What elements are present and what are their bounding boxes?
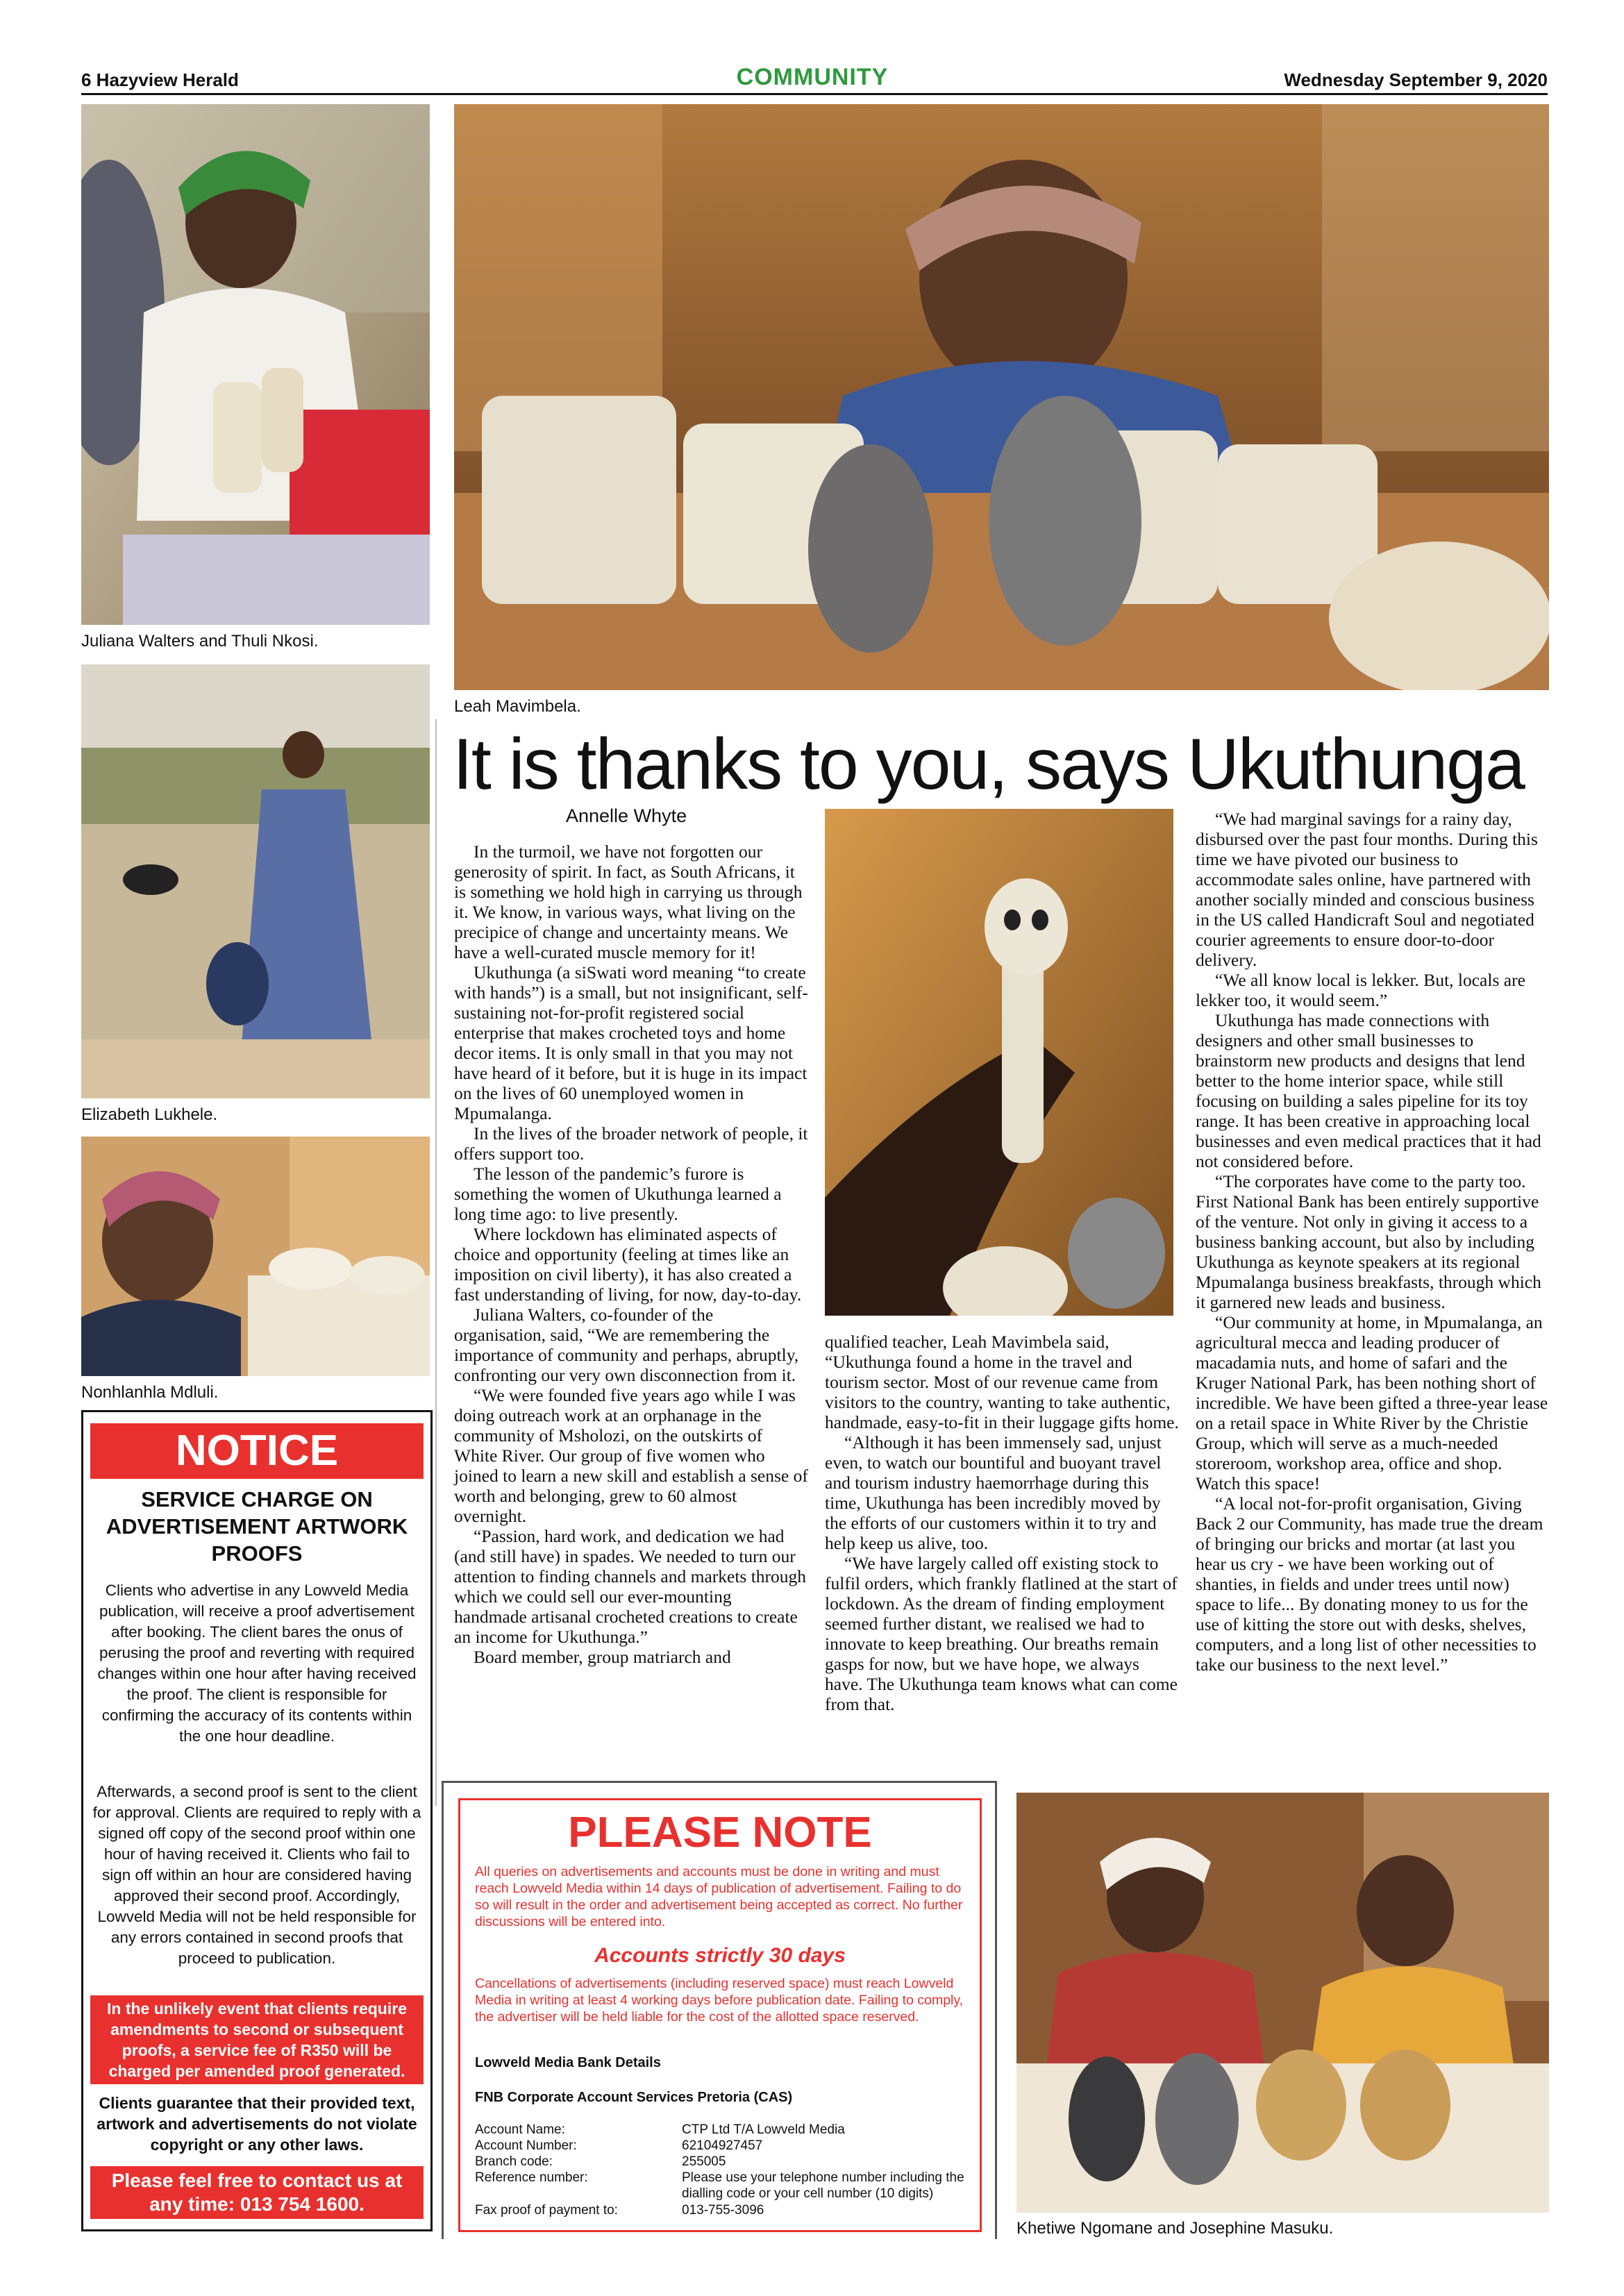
paragraph: “A local not-for-profit organisation, Giving Back 2 our Community, has made true the dream of bringing our bricks and mortar (at last you hear us cry - we have been working out of shanties, in fields and under trees until now) space to life... By donating money to us for the use of kitting the store out with desks, shelves, computers, and a long list of other necessities to take our business to the next level.” bbox=[1196, 1493, 1543, 1675]
bank-value-fax: 013-755-3096 bbox=[682, 2203, 764, 2218]
paragraph: “We had marginal savings for a rainy day, disbursed over the past four months. During this time we have pivoted our business to accommodate sales online, have partnered with another socially minded and conscious business in the US called Handicraft Soul and negotiated courier agreements to ensure door-to-door delivery. bbox=[1196, 809, 1538, 970]
paragraph: Board member, group matriarch and bbox=[474, 1647, 731, 1667]
article-column-2 bbox=[825, 1332, 1179, 1714]
paragraph: Where lockdown has eliminated aspects of choice and opportunity (feeling at times like an imposition on civil liberty), it has also created a fast understanding of living, for now, day-to-day. bbox=[454, 1224, 802, 1305]
page-folio: 6 Hazyview Herald bbox=[81, 69, 239, 90]
photo-juliana-thuli bbox=[81, 104, 430, 625]
paragraph: Juliana Walters, co-founder of the organisation, said, “We are remembering the importance of community and perhaps, abruptly, confronting our very own disconnection from it. bbox=[454, 1305, 799, 1385]
column-divider bbox=[435, 719, 437, 1806]
photo-khetiwe-josephine bbox=[1016, 1793, 1549, 2213]
caption-main: Leah Mavimbela. bbox=[454, 697, 581, 716]
bank-label-account-name: Account Name: bbox=[475, 2122, 565, 2137]
notice-contact-banner[interactable]: Please feel free to contact us at any time: 013 754 1600. bbox=[90, 2166, 424, 2219]
caption-lower-left: Nonhlanhla Mdluli. bbox=[81, 1383, 219, 1402]
caption-middle-left: Elizabeth Lukhele. bbox=[81, 1105, 218, 1124]
issue-date: Wednesday September 9, 2020 bbox=[1284, 69, 1548, 90]
notice-title: NOTICE bbox=[90, 1423, 424, 1479]
caption-bottom-right: Khetiwe Ngomane and Josephine Masuku. bbox=[1016, 2219, 1334, 2238]
caption-top-left: Juliana Walters and Thuli Nkosi. bbox=[81, 632, 319, 651]
article-column-3 bbox=[1196, 809, 1550, 1675]
bank-label-account-number: Account Number: bbox=[475, 2138, 577, 2153]
bank-name: FNB Corporate Account Services Pretoria (CAS) bbox=[475, 2090, 793, 2105]
please-note-frame-left bbox=[442, 1781, 444, 2239]
paragraph: “Passion, hard work, and dedication we had (and still have) in spades. We needed to turn our attention to finding channels and markets through which we could sell our ever-mounting handmade artisanal crocheted creations to create an income for Ukuthunga.” bbox=[454, 1526, 807, 1647]
notice-paragraph-2: Afterwards, a second proof is sent to the client for approval. Clients are required to reply with a signed off copy of the second proof within one hour of having received it. Clients who fail to sign off within an hour are considered having approved their second proof. Accordingly, Lowveld Media will not be held responsible for any errors contained in second proofs that proceed to publication. bbox=[92, 1783, 421, 1967]
paragraph: “We were founded five years ago while I was doing outreach work at an orphanage in the community of Msholozi, on the outskirts of White River. Our group of five women who joined to learn a new skill and establish a sense of worth and belonging, grew to 60 almost overnight. bbox=[454, 1385, 808, 1526]
bank-value-account-name: CTP Ltd T/A Lowveld Media bbox=[682, 2122, 845, 2137]
please-note-frame-right bbox=[995, 1781, 997, 2239]
paragraph: The lesson of the pandemic’s furore is something the women of Ukuthunga learned a long time ago: to live presently. bbox=[454, 1164, 782, 1224]
bank-label-branch-code: Branch code: bbox=[475, 2154, 553, 2169]
photo-elizabeth-lukhele bbox=[81, 664, 430, 1098]
bank-details-heading: Lowveld Media Bank Details bbox=[475, 2055, 661, 2070]
paragraph: Ukuthunga has made connections with designers and other small businesses to brainstorm new products and designs that lend better to the home interior space, while still focusing on building a sales pipeline for its toy range. It has been creative in approaching local businesses and even medical practices that it had not considered before. bbox=[1196, 1010, 1541, 1171]
bank-value-reference: Please use your telephone number including the dialling code or your cell number (10 digits) bbox=[682, 2170, 964, 2201]
headline: It is thanks to you, says Ukuthunga bbox=[453, 724, 1524, 805]
paragraph: In the lives of the broader network of people, it offers support too. bbox=[454, 1123, 808, 1164]
please-note-frame-top bbox=[442, 1781, 997, 1783]
notice-fee-banner: In the unlikely event that clients require amendments to second or subsequent proofs, a service fee of R350 will be charged per amended proof generated. bbox=[90, 1995, 424, 2084]
photo-nonhlanhla-mdluli bbox=[81, 1137, 430, 1376]
accounts-heading: Accounts strictly 30 days bbox=[594, 1944, 846, 1967]
notice-paragraph-1: Clients who advertise in any Lowveld Media publication, will receive a proof advertisement after booking. The client bares the onus of perusing the proof and reverting with required changes within one hour after having received the proof. The client is responsible for confirming the accuracy of its contents within the one hour deadline. bbox=[97, 1582, 417, 1745]
photo-giraffe-toy bbox=[825, 809, 1173, 1316]
bank-label-fax: Fax proof of payment to: bbox=[475, 2203, 618, 2218]
section-title: COMMUNITY bbox=[736, 64, 889, 90]
please-note-cancellations: Cancellations of advertisements (including reserved space) must reach Lowveld Media in writing at least 4 working days before publication date. Failing to comply, the advertiser will be held liable for the cost of the allotted space reserved. bbox=[475, 1976, 964, 2025]
bank-value-account-number: 62104927457 bbox=[682, 2138, 763, 2153]
please-note-queries: All queries on advertisements and accounts must be done in writing and must reach Lowveld Media within 14 days of publication of advertisement. Failing to do so will result in the order and advertisement being accepted as correct. No further discussions will be entered into. bbox=[475, 1864, 963, 1929]
photo-leah-mavimbela bbox=[454, 104, 1549, 690]
article-column-1 bbox=[454, 841, 808, 1667]
header-rule bbox=[81, 93, 1548, 95]
paragraph: Ukuthunga (a siSwati word meaning “to create with hands”) is a small, but not insignificant, self-sustaining not-for-profit registered social enterprise that makes crocheted toys and home decor items. It is only small in that you may not have heard of it before, but it is huge in its impact on the lives of 60 unemployed women in Mpumalanga. bbox=[454, 962, 808, 1123]
paragraph: “Our community at home, in Mpumalanga, an agricultural mecca and leading producer of macadamia nuts, and home of safari and the Kruger National Park, has been nothing short of incredible. We have been gifted a three-year lease on a retail space in White River by the Christie Group, which will serve as a much-needed storeroom, workshop area, office and shop. Watch this space! bbox=[1196, 1312, 1548, 1493]
paragraph: qualified teacher, Leah Mavimbela said, “Ukuthunga found a home in the travel and tourism sector. Most of our revenue came from visitors to the country, wanting to take authentic, handmade, easy-to-fit in their luggage gifts home. bbox=[825, 1332, 1179, 1432]
paragraph: “The corporates have come to the party too. First National Bank has been entirely supportive of the venture. Not only in giving it access to a business banking account, but also by including Ukuthunga as keynote speakers at its regional Mpumalanga business breakfasts, through which it garnered new leads and business. bbox=[1196, 1171, 1541, 1312]
notice-subtitle: SERVICE CHARGE ON ADVERTISEMENT ARTWORK PROOFS bbox=[106, 1487, 408, 1566]
please-note-title: PLEASE NOTE bbox=[568, 1809, 872, 1857]
paragraph: In the turmoil, we have not forgotten our generosity of spirit. In fact, as South Africans, it is something we hold high in carrying us through it. We know, in various ways, what living on the precipice of change and uncertainty means. We have a well-curated muscle memory for it! bbox=[454, 841, 803, 962]
paragraph: “Although it has been immensely sad, unjust even, to watch our bountiful and buoyant travel and tourism industry haemorrhage during this time, Ukuthunga has been incredibly moved by the efforts of our customers within it to try and help keep us alive, too. bbox=[825, 1432, 1162, 1553]
byline: Annelle Whyte bbox=[566, 805, 687, 826]
bank-label-reference: Reference number: bbox=[475, 2170, 588, 2185]
paragraph: “We all know local is lekker. But, locals are lekker too, it would seem.” bbox=[1196, 970, 1525, 1010]
notice-copyright: Clients guarantee that their provided text, artwork and advertisements do not violate copyright or any other laws. bbox=[97, 2094, 417, 2154]
paragraph: “We have largely called off existing stock to fulfil orders, which frankly flatlined at the start of lockdown. As the dream of finding employment seemed further distant, we realised we had to innovate to keep breathing. Our breaths remain gasps for now, but we have hope, we always have. The Ukuthunga team knows what can come from that. bbox=[825, 1553, 1178, 1714]
bank-value-branch-code: 255005 bbox=[682, 2154, 726, 2169]
